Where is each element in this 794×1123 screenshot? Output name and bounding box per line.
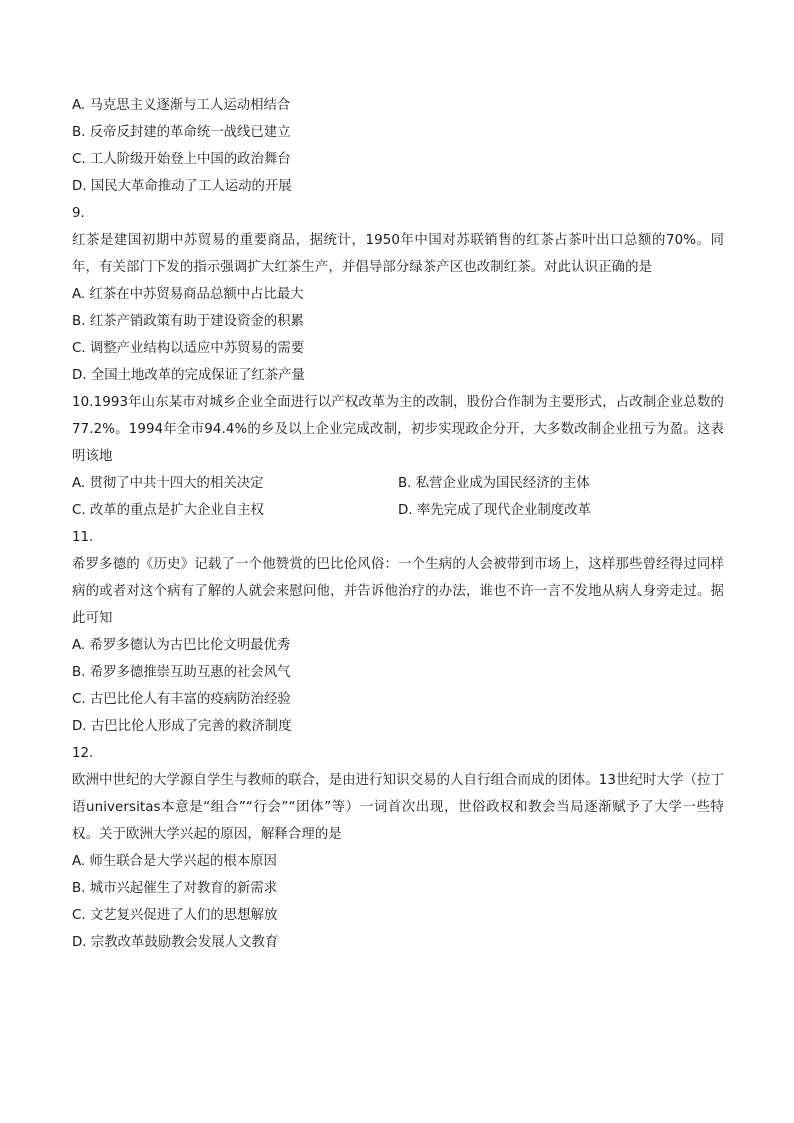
q11-option-b: B. 希罗多德推崇互助互惠的社会风气 <box>72 665 291 680</box>
q10-option-d: D. 率先完成了现代企业制度改革 <box>398 503 591 518</box>
q9-stem: 红茶是建国初期中苏贸易的重要商品，据统计，1950年中国对苏联销售的红茶占茶叶出口总额的70%。同年，有关部门下发的指示强调扩大红茶生产，并倡导部分绿茶产区也改制红茶。对此认识正确的是 <box>72 233 724 275</box>
q11-option-a: A. 希罗多德认为古巴比伦文明最优秀 <box>72 638 291 653</box>
question-11 <box>72 524 724 740</box>
q9-option-d: D. 全国土地改革的完成保证了红茶产量 <box>72 368 306 383</box>
q11-stem: 希罗多德的《历史》记载了一个他赞赏的巴比伦风俗：一个生病的人会被带到市场上，这样那些曾经得过同样病的或者对这个病有了解的人就会来慰问他，并告诉他治疗的办法，谁也不许一言不发地从病人身旁走过。据此可知 <box>72 557 724 626</box>
q12-stem: 欧洲中世纪的大学源自学生与教师的联合，是由进行知识交易的人自行组合而成的团体。13世纪时大学（拉丁语universitas本意是“组合”“行会”“团体”等）一词首次出现，世俗政权和教会当局逐渐赋予了大学一些特权。关于欧洲大学兴起的原因，解释合理的是 <box>72 773 724 842</box>
q10-options-row-2 <box>72 497 724 524</box>
exam-page <box>72 92 724 956</box>
q12-option-c: C. 文艺复兴促进了人们的思想解放 <box>72 908 278 923</box>
q9-option-c: C. 调整产业结构以适应中苏贸易的需要 <box>72 341 305 356</box>
q8-option-b: B. 反帝反封建的革命统一战线已建立 <box>72 125 291 140</box>
q10-options-row-1 <box>72 470 724 497</box>
q12-number: 12. <box>72 746 94 761</box>
q11-number: 11. <box>72 530 94 545</box>
q12-option-d: D. 宗教改革鼓励教会发展人文教育 <box>72 935 279 950</box>
q9-number: 9. <box>72 206 85 221</box>
q10-option-a: A. 贯彻了中共十四大的相关决定 <box>72 476 264 491</box>
question-8 <box>72 92 724 200</box>
question-9 <box>72 200 724 389</box>
q11-option-c: C. 古巴比伦人有丰富的疫病防治经验 <box>72 692 291 707</box>
q8-option-c: C. 工人阶级开始登上中国的政治舞台 <box>72 152 291 167</box>
question-12 <box>72 740 724 956</box>
q8-option-d: D. 国民大革命推动了工人运动的开展 <box>72 179 292 194</box>
q12-option-b: B. 城市兴起催生了对教育的新需求 <box>72 881 278 896</box>
q12-option-a: A. 师生联合是大学兴起的根本原因 <box>72 854 277 869</box>
q10-option-c: C. 改革的重点是扩大企业自主权 <box>72 503 264 518</box>
q10-option-b: B. 私营企业成为国民经济的主体 <box>398 476 590 491</box>
q9-option-a: A. 红茶在中苏贸易商品总额中占比最大 <box>72 287 304 302</box>
question-10 <box>72 389 724 524</box>
q10-stem: 10.1993年山东某市对城乡企业全面进行以产权改革为主的改制，股份合作制为主要形式，占改制企业总数的77.2%。1994年全市94.4%的乡及以上企业完成改制，初步实现政企分开，大多数改制企业扭亏为盈。这表明该地 <box>72 395 724 464</box>
q11-option-d: D. 古巴比伦人形成了完善的救济制度 <box>72 719 292 734</box>
q8-option-a: A. 马克思主义逐渐与工人运动相结合 <box>72 98 291 113</box>
q9-option-b: B. 红茶产销政策有助于建设资金的积累 <box>72 314 304 329</box>
